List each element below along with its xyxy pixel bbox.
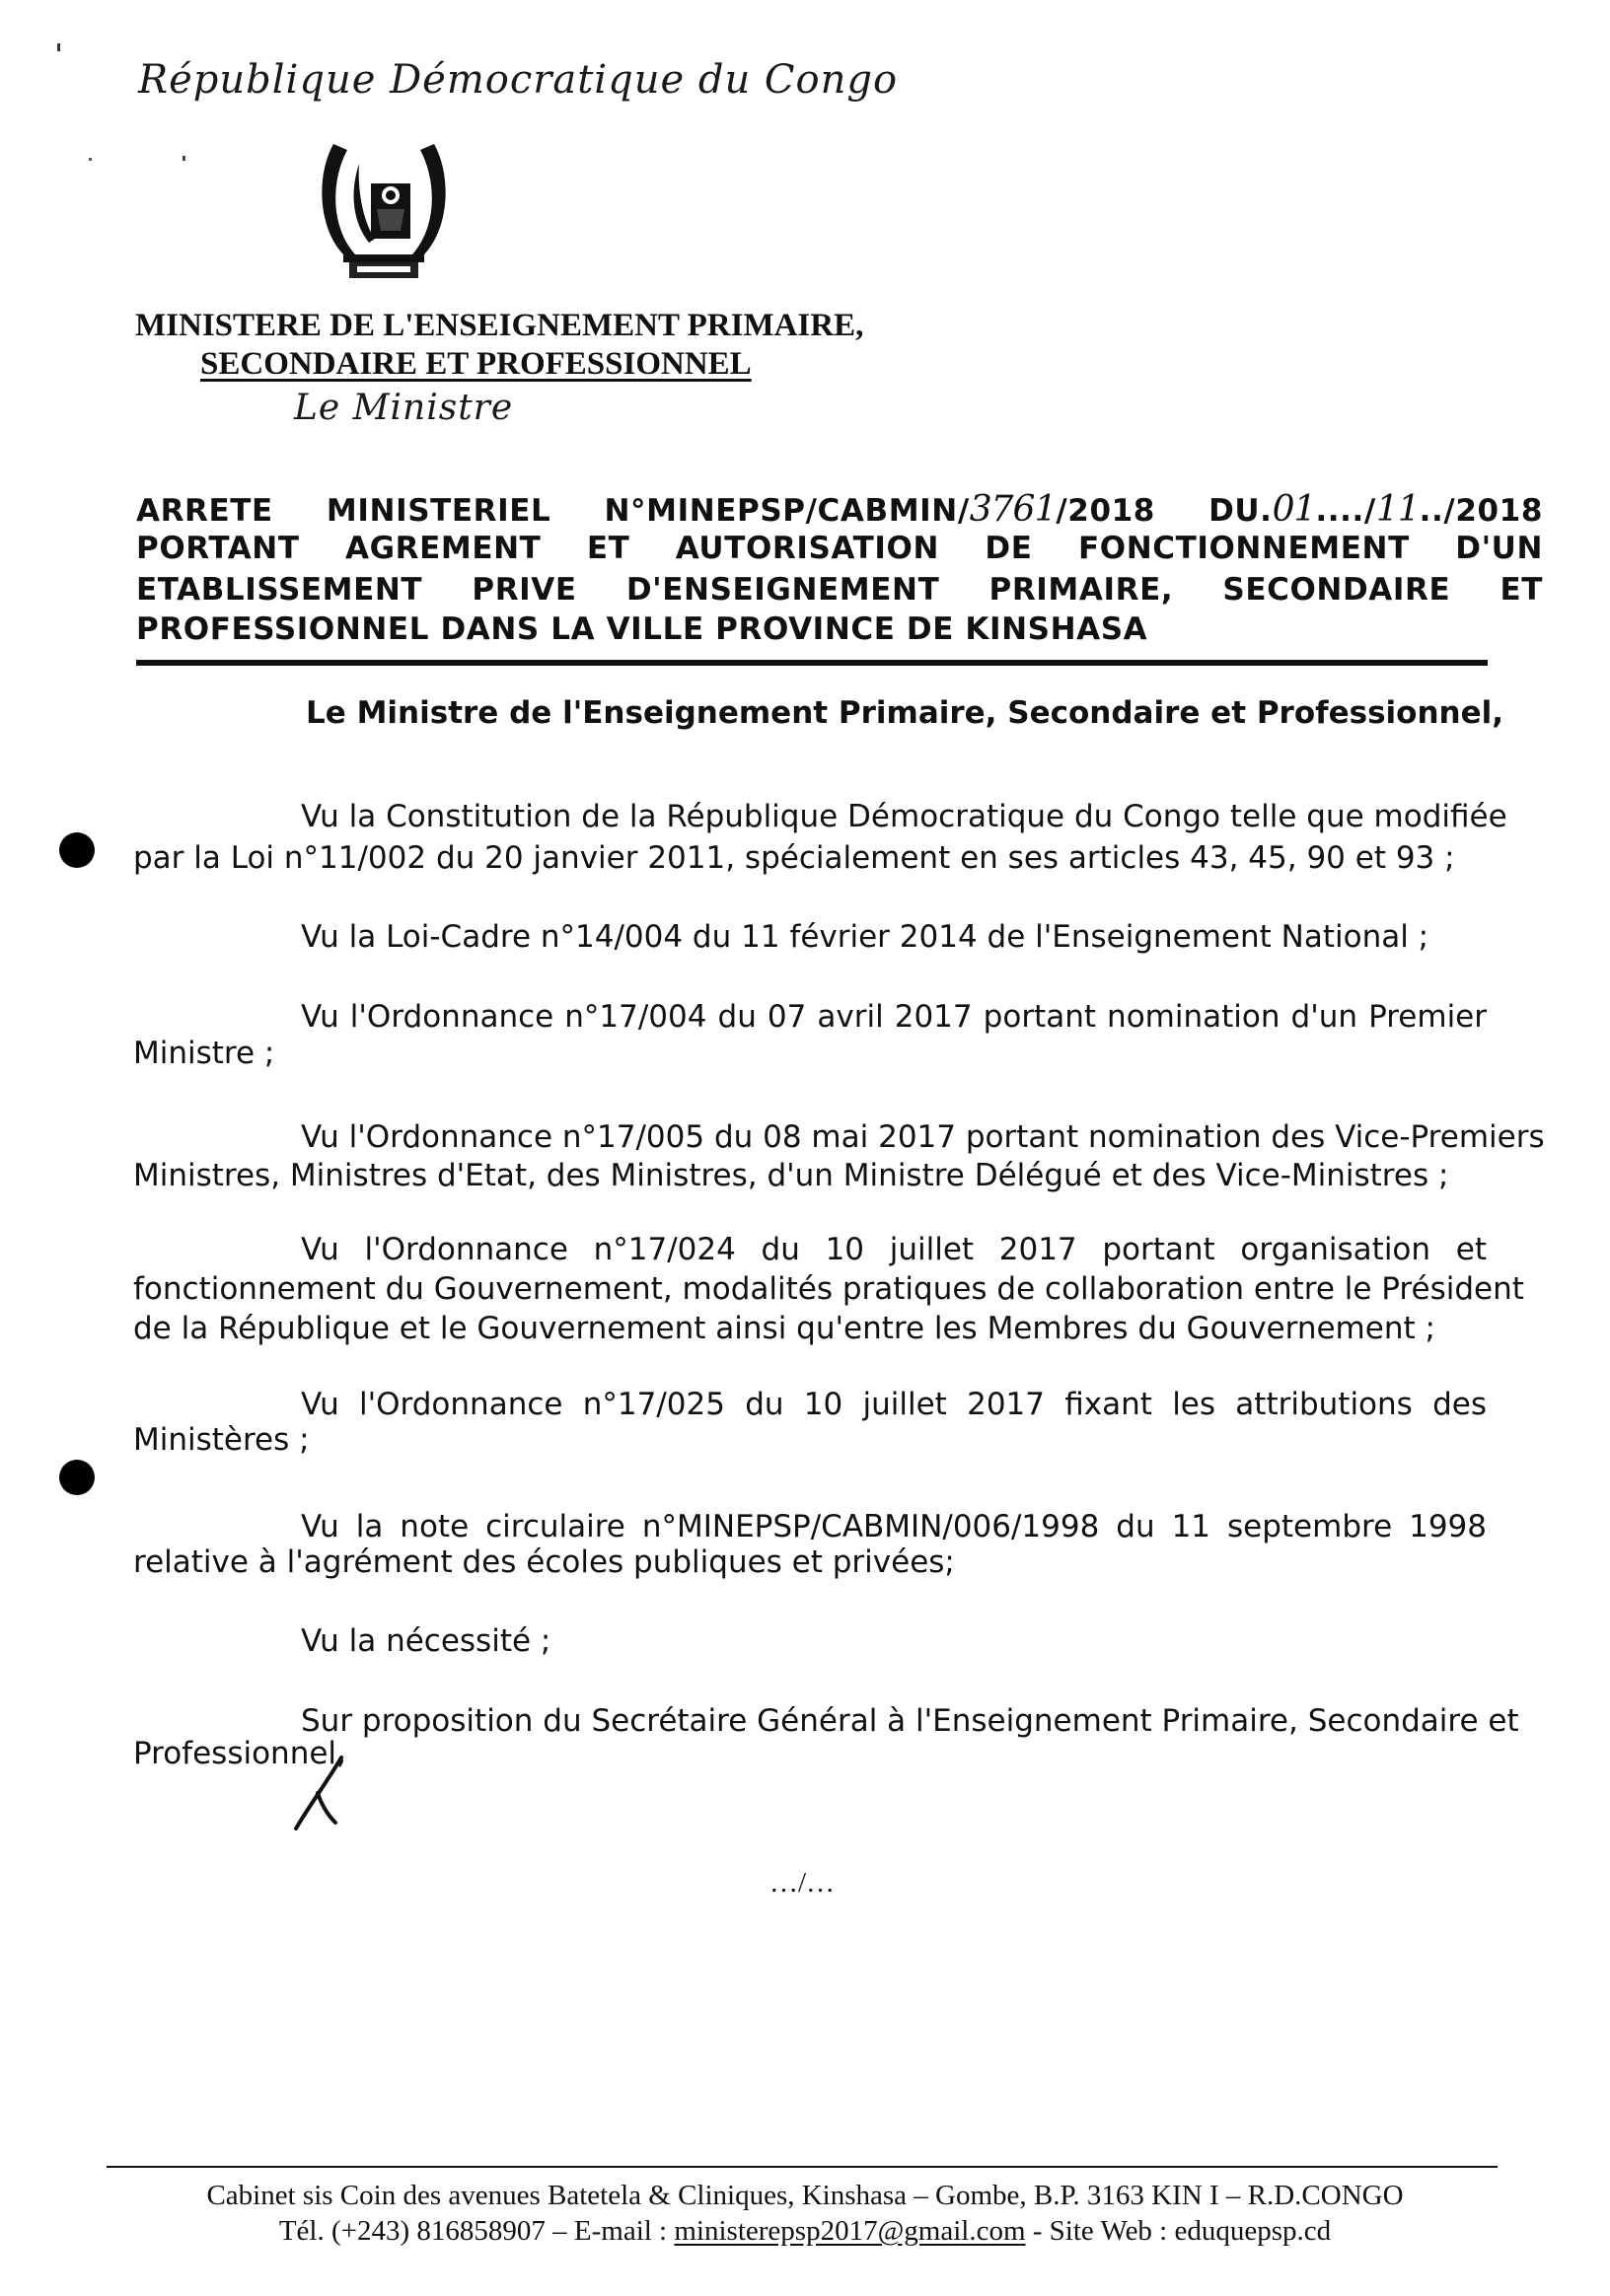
scan-mark (89, 158, 92, 161)
consideration-9-line-1: Sur proposition du Secrétaire Général à l'Enseignement Primaire, Secondaire et (301, 1703, 1519, 1739)
footer-rule (107, 2166, 1498, 2168)
scan-mark (57, 43, 60, 51)
consideration-2-line-1: Vu la Loi-Cadre n°14/004 du 11 février 2014 de l'Enseignement National ; (301, 919, 1429, 955)
continuation-mark: …/… (769, 1867, 836, 1899)
decree-ref-prefix: ARRETE MINISTERIEL N°MINEPSP/CABMIN/ (136, 493, 970, 529)
consideration-5-line-1: Vu l'Ordonnance n°17/024 du 10 juillet 2017 portant organisation et (301, 1232, 1487, 1267)
decree-ref-mid: /2018 DU. (1056, 493, 1273, 529)
punch-hole (59, 1460, 95, 1495)
scan-mark (183, 156, 185, 161)
office-title: Le Ministre (294, 388, 514, 428)
decree-title-line-3: ETABLISSEMENT PRIVE D'ENSEIGNEMENT PRIMAIRE, SECONDAIRE ET (136, 572, 1543, 608)
consideration-4-line-1: Vu l'Ordonnance n°17/005 du 08 mai 2017 portant nomination des Vice-Premiers (301, 1119, 1545, 1155)
decree-title-line-2: PORTANT AGREMENT ET AUTORISATION DE FONCTIONNEMENT D'UN (136, 531, 1543, 566)
ministry-line-2: SECONDAIRE ET PROFESSIONNEL (200, 346, 752, 382)
coat-of-arms-emblem (314, 136, 454, 284)
decree-title-line-1 (136, 489, 1543, 530)
initial-mark (288, 1754, 357, 1832)
consideration-9-line-2: Professionnel, (133, 1736, 346, 1771)
footer-phone: Tél. (+243) 816858907 – E-mail : (278, 2215, 675, 2247)
decree-day-handwritten: 01 (1272, 489, 1316, 530)
consideration-4-line-2: Ministres, Ministres d'Etat, des Ministres, d'un Ministre Délégué et des Vice-Ministres ; (133, 1158, 1449, 1193)
decree-date-sep: ..../ (1315, 493, 1376, 529)
consideration-8-line-1: Vu la nécessité ; (301, 1623, 551, 1659)
decree-ref-suffix: ../2018 (1419, 493, 1543, 529)
consideration-1-line-2: par la Loi n°11/002 du 20 janvier 2011, spécialement en ses articles 43, 45, 90 et 93 ; (133, 840, 1455, 876)
footer-address: Cabinet sis Coin des avenues Batetela & Cliniques, Kinshasa – Gombe, B.P. 3163 KIN I – R.D.CONGO (206, 2180, 1404, 2211)
consideration-3-line-1: Vu l'Ordonnance n°17/004 du 07 avril 2017 portant nomination d'un Premier (301, 999, 1487, 1035)
footer-website: - Site Web : eduquepsp.cd (1025, 2215, 1332, 2247)
consideration-5-line-3: de la République et le Gouvernement ainsi qu'entre les Membres du Gouvernement ; (133, 1311, 1435, 1346)
ministry-line-1: MINISTERE DE L'ENSEIGNEMENT PRIMAIRE, (135, 308, 864, 343)
footer-contacts (0, 2215, 1610, 2248)
consideration-7-line-1: Vu la note circulaire n°MINEPSP/CABMIN/006/1998 du 11 septembre 1998 (301, 1509, 1487, 1544)
decree-title-line-4: PROFESSIONNEL DANS LA VILLE PROVINCE DE KINSHASA (136, 611, 1148, 647)
footer-email-link[interactable]: ministerepsp2017@gmail.com (674, 2215, 1026, 2247)
consideration-6-line-1: Vu l'Ordonnance n°17/025 du 10 juillet 2017 fixant les attributions des (301, 1387, 1487, 1422)
decree-month-handwritten: 11 (1375, 489, 1420, 530)
minister-heading: Le Ministre de l'Enseignement Primaire, Secondaire et Professionnel, (306, 695, 1504, 731)
country-name: République Démocratique du Congo (138, 57, 899, 103)
consideration-1-line-1: Vu la Constitution de la République Démocratique du Congo telle que modifiée (301, 799, 1507, 834)
consideration-5-line-2: fonctionnement du Gouvernement, modalités pratiques de collaboration entre le Président (133, 1271, 1524, 1307)
consideration-3-line-2: Ministre ; (133, 1036, 275, 1071)
decree-number-handwritten: 3761 (969, 489, 1057, 530)
consideration-7-line-2: relative à l'agrément des écoles publiques et privées; (133, 1544, 955, 1580)
consideration-6-line-2: Ministères ; (133, 1422, 310, 1458)
title-rule (136, 660, 1488, 666)
punch-hole (59, 832, 95, 868)
